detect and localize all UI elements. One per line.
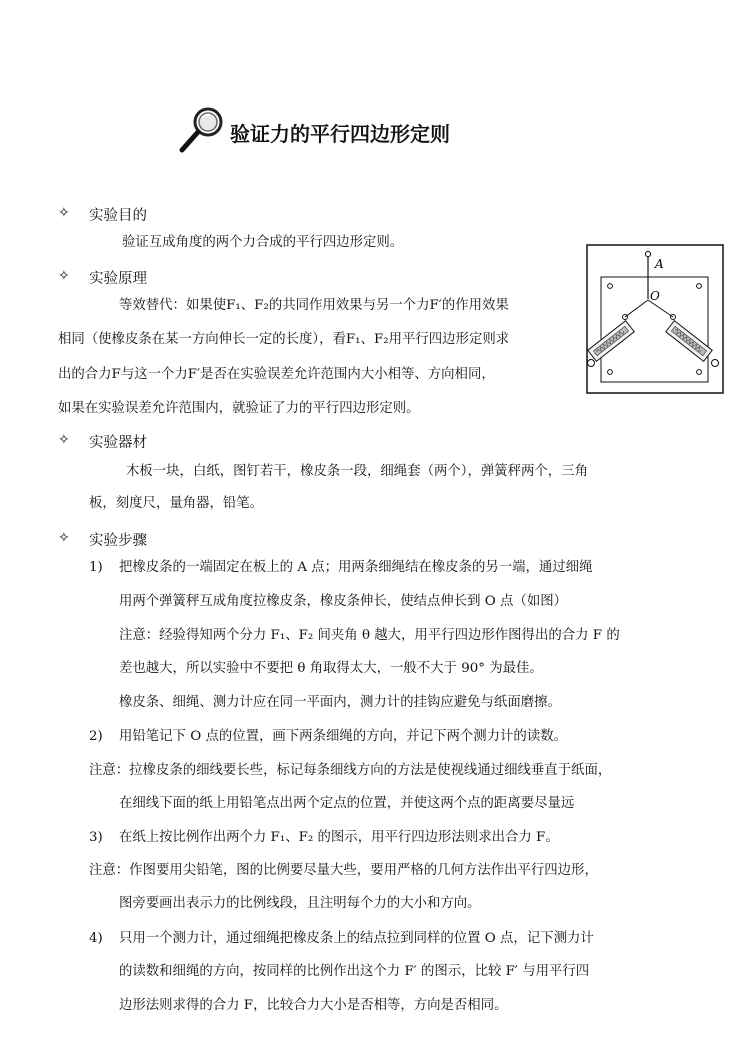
equipment-line-2: 板，刻度尺，量角器，铅笔。 [89, 496, 264, 511]
step-line-13: 的读数和细绳的方向，按同样的比例作出这个力 F′ 的图示，比较 F′ 与用平行四 [119, 964, 590, 979]
magnifier-icon [178, 106, 224, 154]
step-line-9: 在纸上按比例作出两个力 F₁、F₂ 的图示，用平行四边形法则求出合力 F。 [119, 830, 559, 845]
purpose-text: 验证互成角度的两个力合成的平行四边形定则。 [122, 235, 404, 250]
diamond-bullet-icon: ✧ [58, 268, 70, 284]
principle-line-1: 等效替代：如果使F₁、F₂的共同作用效果与另一个力F′的作用效果 [119, 298, 509, 313]
step-line-12: 只用一个测力计，通过细绳把橡皮条上的结点拉到同样的位置 O 点，记下测力计 [119, 931, 594, 946]
label-O: O [650, 289, 660, 303]
step-line-2: 用两个弹簧秤互成角度拉橡皮条，橡皮条伸长，使结点伸长到 O 点（如图） [119, 594, 567, 609]
step-line-6: 用铅笔记下 O 点的位置，画下两条细绳的方向，并记下两个测力计的读数。 [119, 729, 567, 744]
diamond-bullet-icon: ✧ [58, 205, 70, 221]
page-title: 验证力的平行四边形定则 [230, 122, 450, 146]
step-line-4: 差也越大，所以实验中不要把 θ 角取得太大，一般不大于 90° 为最佳。 [119, 661, 543, 676]
principle-line-3: 出的合力F与这一个力F′是否在实验误差允许范围内大小相等、方向相同， [58, 367, 495, 382]
step-line-3: 注意：经验得知两个分力 F₁、F₂ 间夹角 θ 越大，用平行四边形作图得出的合力 F 的 [119, 628, 620, 643]
equipment-line-1: 木板一块，白纸，图钉若干，橡皮条一段，细绳套（两个），弹簧秤两个，三角 [126, 464, 588, 479]
experiment-figure [585, 243, 725, 395]
section-heading-steps: 实验步骤 [89, 533, 147, 549]
step-line-10: 注意：作图要用尖铅笔，图的比例要尽量大些，要用严格的几何方法作出平行四边形， [89, 863, 598, 878]
step-number-2: 2) [89, 729, 103, 744]
label-A: A [655, 257, 664, 271]
step-number-3: 3) [89, 830, 103, 845]
step-line-14: 边形法则求得的合力 F，比较合力大小是否相等，方向是否相同。 [119, 998, 508, 1013]
step-number-1: 1) [89, 560, 103, 575]
section-heading-principle: 实验原理 [89, 271, 147, 287]
step-number-4: 4) [89, 931, 103, 946]
step-line-7: 注意：拉橡皮条的细线要长些，标记每条细线方向的方法是使视线通过细线垂直于纸面， [89, 763, 612, 778]
step-line-5: 橡皮条、细绳、测力计应在同一平面内，测力计的挂钩应避免与纸面磨擦。 [119, 695, 561, 710]
principle-line-4: 如果在实验误差允许范围内，就验证了力的平行四边形定则。 [58, 401, 420, 416]
principle-line-2: 相同（使橡皮条在某一方向伸长一定的长度），看F₁、F₂用平行四边形定则求 [58, 332, 510, 347]
step-line-11: 图旁要画出表示力的比例线段，且注明每个力的大小和方向。 [119, 896, 481, 911]
diamond-bullet-icon: ✧ [58, 530, 70, 546]
diamond-bullet-icon: ✧ [58, 432, 70, 448]
section-heading-equipment: 实验器材 [89, 435, 147, 451]
section-heading-purpose: 实验目的 [89, 208, 147, 224]
step-line-8: 在细线下面的纸上用铅笔点出两个定点的位置，并使这两个点的距离要尽量远 [119, 796, 575, 811]
step-line-1: 把橡皮条的一端固定在板上的 A 点；用两条细绳结在橡皮条的另一端，通过细绳 [119, 560, 593, 575]
